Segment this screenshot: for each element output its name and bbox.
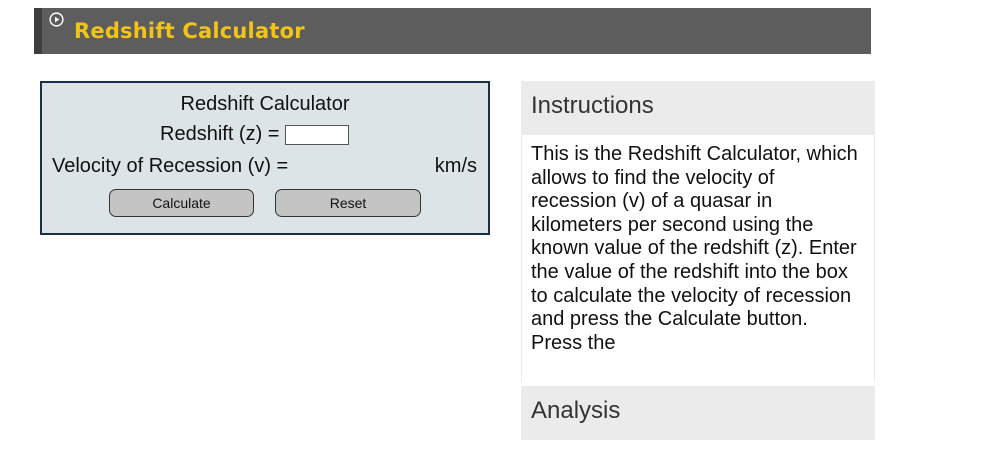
- instructions-body: This is the Redshift Calculator, which allows to find the velocity of recession (v) of a quasar in kilometers per second using the known value of the redshift (z). Enter the value of the redshift into the box to calculate the velocity of recession and press the Calculate button. Press the: [521, 135, 875, 382]
- page-header: [34, 8, 871, 54]
- redshift-row: [160, 123, 349, 146]
- analysis-tab[interactable]: Analysis: [521, 386, 875, 440]
- reset-button[interactable]: Reset: [275, 189, 421, 217]
- redshift-input[interactable]: [285, 125, 349, 145]
- calculate-button[interactable]: Calculate: [109, 189, 254, 217]
- redshift-calculator-form: [40, 81, 490, 235]
- instructions-tab[interactable]: Instructions: [521, 81, 875, 135]
- velocity-label: Velocity of Recession (v) =: [52, 155, 289, 177]
- calculator-title: Redshift Calculator: [180, 93, 350, 115]
- page-title: Redshift Calculator: [74, 19, 305, 43]
- play-circle-icon[interactable]: [49, 12, 64, 27]
- velocity-unit: km/s: [434, 155, 477, 177]
- redshift-label: Redshift (z) =: [160, 123, 280, 145]
- info-panel: [521, 81, 875, 441]
